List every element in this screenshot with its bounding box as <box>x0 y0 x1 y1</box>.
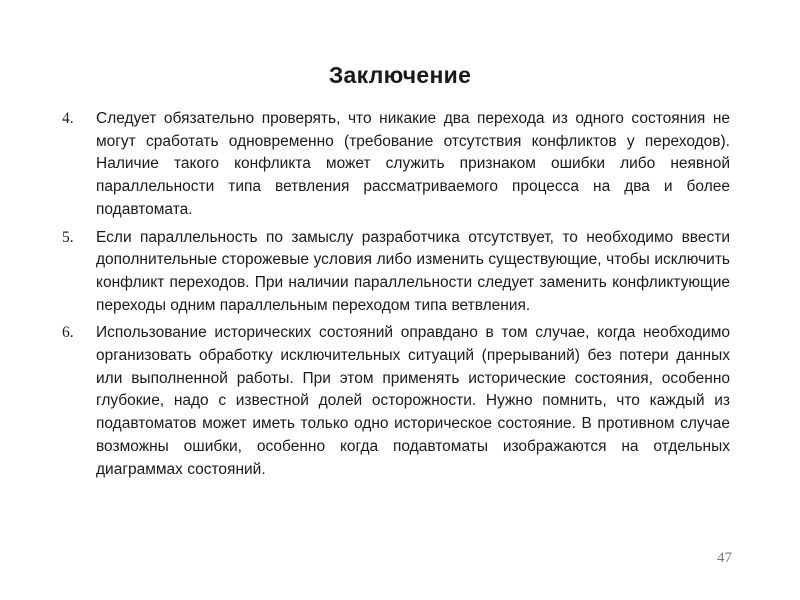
list-item <box>62 322 730 481</box>
list-item-number: 4. <box>62 110 74 127</box>
list-item-text: Следует обязательно проверять, что никакие два перехода из одного состояния не могут сработать одновременно (требование отсутствия конфликтов у переходов). Наличие такого конфликта может служить признаком ошибки либо неявной параллельности типа ветвления рассматриваемого процесса на два и более подавтомата. <box>96 110 730 218</box>
slide-title: Заключение <box>328 62 472 88</box>
list-item <box>62 108 730 222</box>
list-item-number: 5. <box>62 228 74 246</box>
page-number: 47 <box>717 550 732 566</box>
numbered-list <box>62 108 730 486</box>
list-item-text: Если параллельность по замыслу разработчика отсутствует, то необходимо ввести дополнительные сторожевые условия либо изменить существующие, чтобы исключить конфликт переходов. При наличии параллельности следует заменить конфликтующие переходы одним параллельным переходом типа ветвления. <box>96 228 730 314</box>
list-item-number: 6. <box>62 324 74 342</box>
list-item-text: Использование исторических состояний оправдано в том случае, когда необходимо организовать обработку исключительных ситуаций (прерываний) без потери данных или выполненной работы. При этом применять исторические состояния, особенно глубокие, надо с известной долей осторожности. Нужно помнить, что каждый из подавтоматов может иметь только одно историческое состояние. В противном случае возможны ошибки, особенно когда подавтоматы изображаются на отдельных диаграммах состояний. <box>96 324 730 478</box>
list-item <box>62 227 730 318</box>
